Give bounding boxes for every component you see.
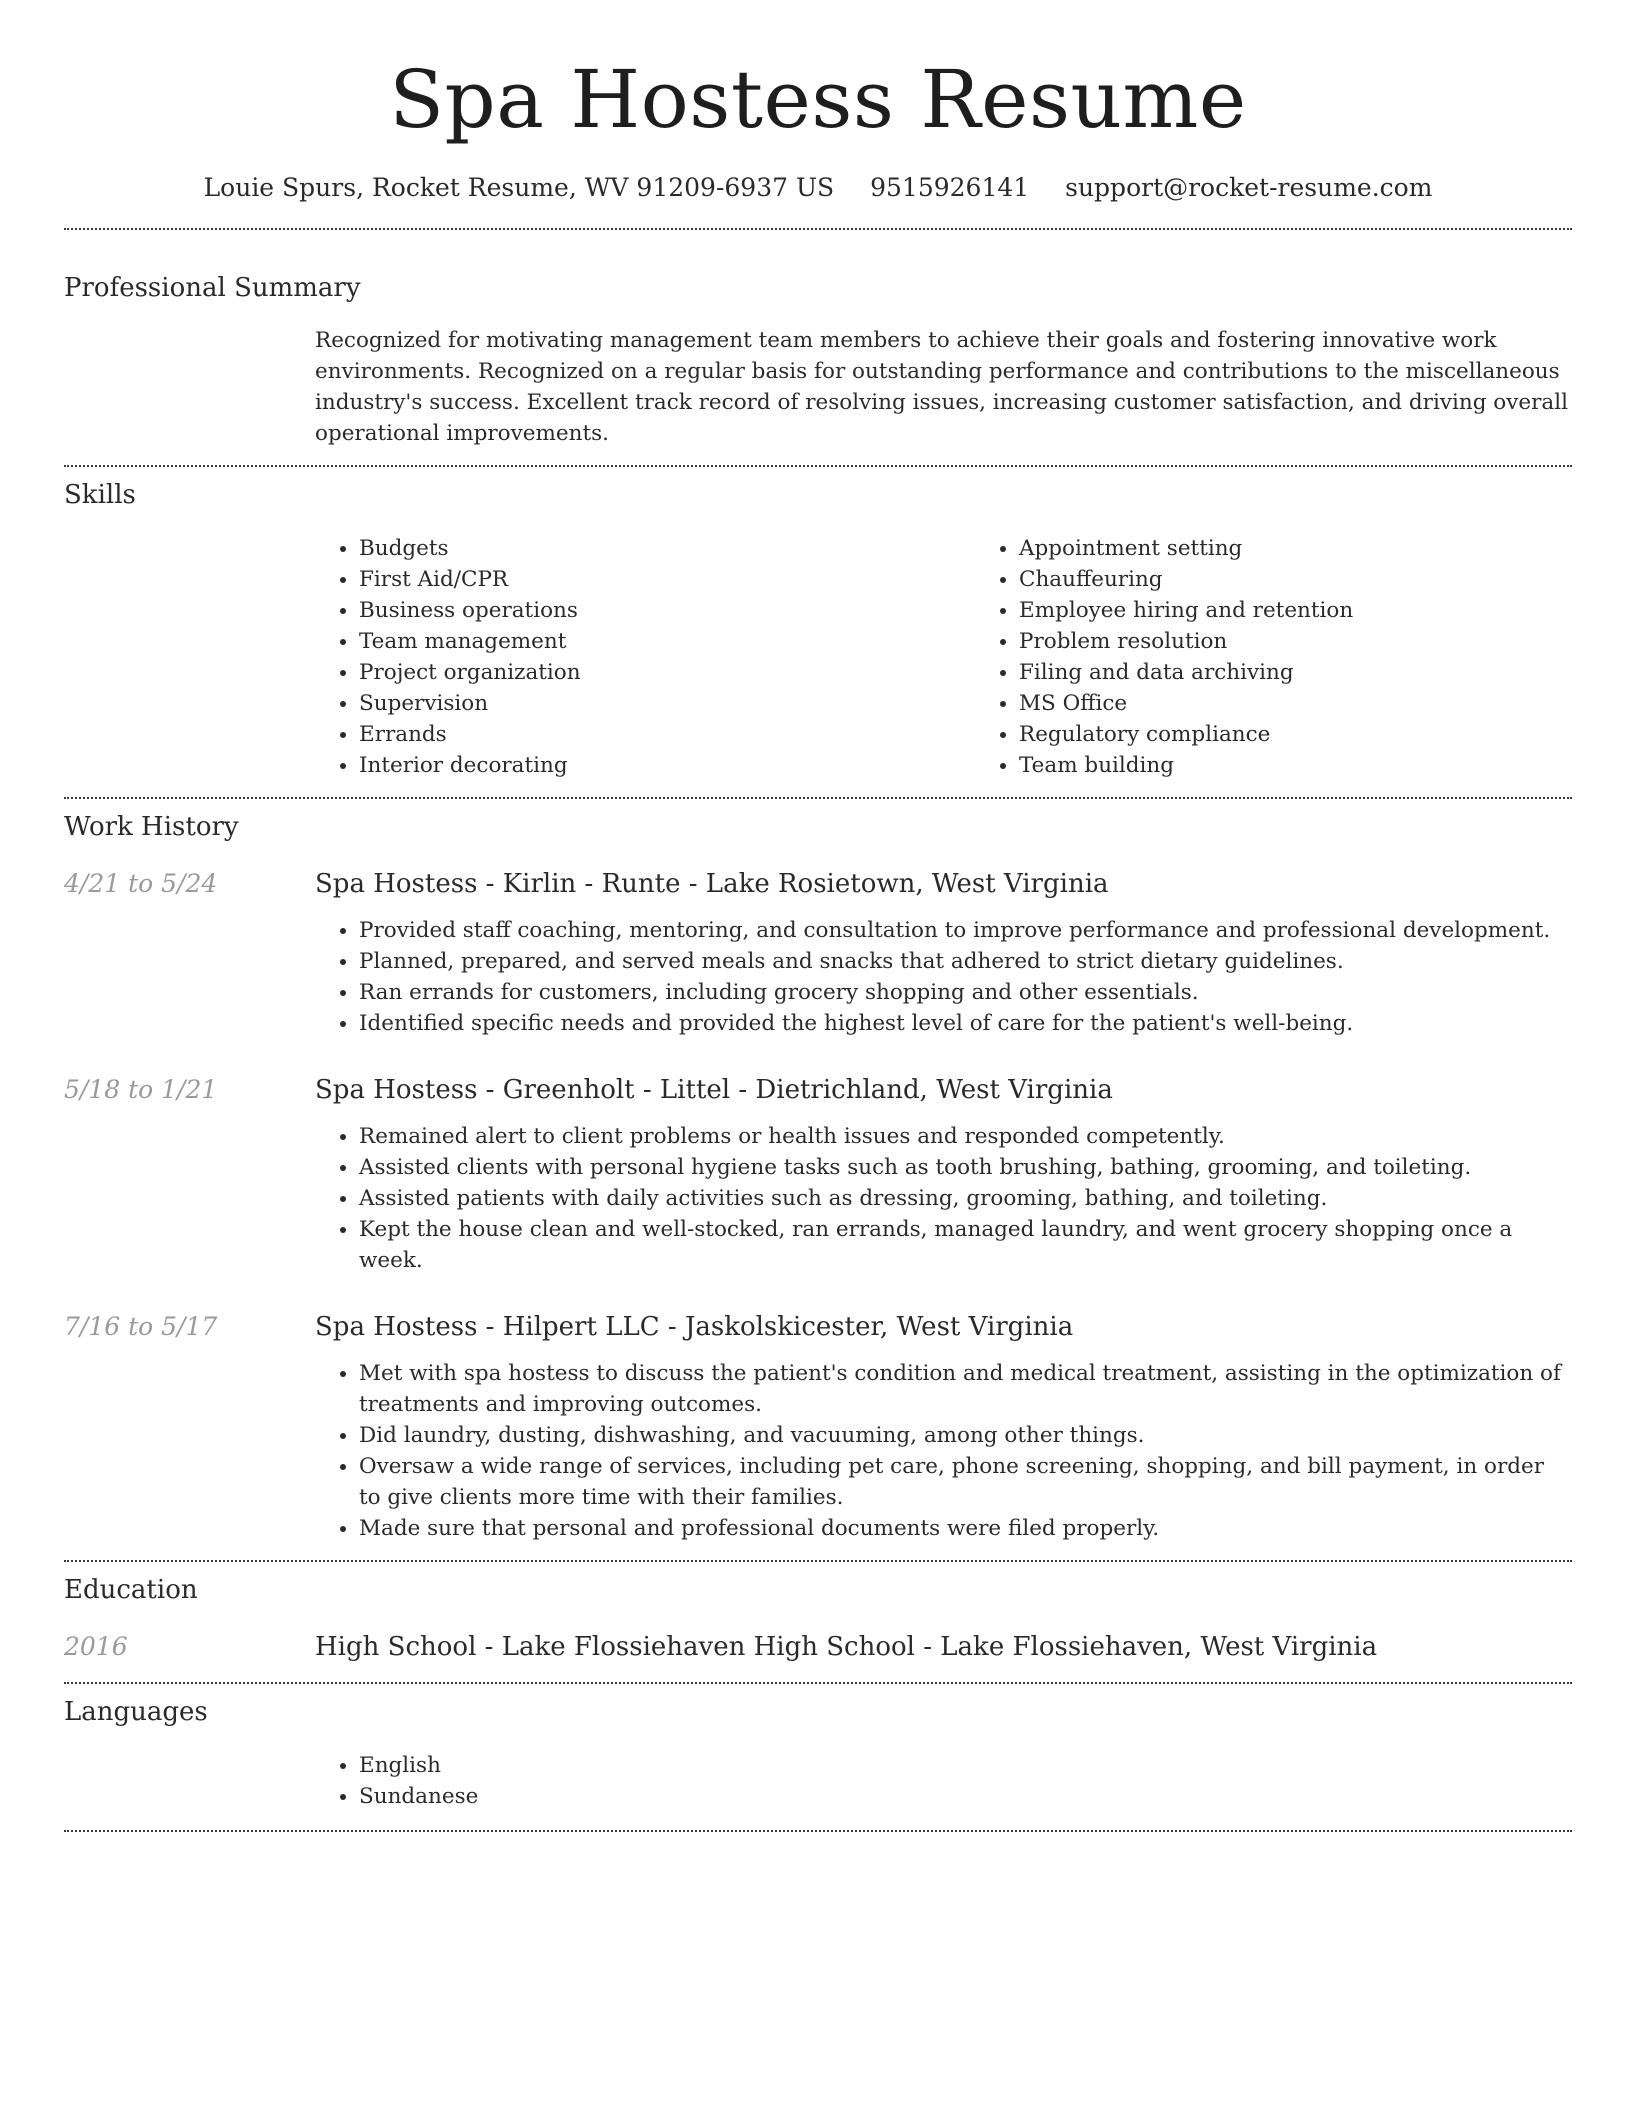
skills-list-left <box>315 533 975 781</box>
job-bullets <box>315 1121 1572 1276</box>
job-details <box>315 1073 1572 1276</box>
skills-row <box>64 533 1572 781</box>
languages-row <box>64 1750 1572 1812</box>
languages-left-spacer <box>64 1750 315 1812</box>
contact-phone: 9515926141 <box>870 173 1030 202</box>
job-date: 5/18 to 1/21 <box>64 1075 218 1104</box>
summary-left-spacer <box>64 325 315 449</box>
summary-section <box>64 270 1572 449</box>
summary-row <box>64 325 1572 449</box>
language-item: • English <box>359 1750 1572 1781</box>
section-divider <box>64 465 1572 467</box>
skills-columns <box>315 533 1632 781</box>
job-title: Spa Hostess - Hilpert LLC - Jaskolskicester, West Virginia <box>315 1312 1074 1342</box>
job-details <box>315 1310 1572 1544</box>
skill-item: • Filing and data archiving <box>1019 657 1632 688</box>
summary-text: Recognized for motivating management team members to achieve their goals and fostering innovative work environments. Recognized on a regular basis for outstanding performance and contributions to the miscellaneous industry's success. Excellent track record of resolving issues, increasing customer satisfaction, and driving overall operational improvements. <box>315 328 1568 446</box>
section-divider <box>64 228 1572 230</box>
skill-item: • Team management <box>359 626 975 657</box>
work-section <box>64 809 1572 1544</box>
skill-item: • Interior decorating <box>359 750 975 781</box>
job-bullet: • Kept the house clean and well-stocked, ran errands, managed laundry, and went grocery shopping once a week. <box>359 1214 1572 1276</box>
job-bullet: • Did laundry, dusting, dishwashing, and vacuuming, among other things. <box>359 1420 1572 1451</box>
job-entry <box>64 1310 1572 1544</box>
skill-item: • Team building <box>1019 750 1632 781</box>
section-divider <box>64 1560 1572 1562</box>
job-title: Spa Hostess - Kirlin - Runte - Lake Rosietown, West Virginia <box>315 869 1109 899</box>
languages-section <box>64 1694 1572 1812</box>
skill-item: • Project organization <box>359 657 975 688</box>
education-entry <box>64 1630 1572 1664</box>
skills-section <box>64 477 1572 781</box>
education-section <box>64 1572 1572 1664</box>
job-date: 4/21 to 5/24 <box>64 869 218 898</box>
job-bullet: • Met with spa hostess to discuss the patient's condition and medical treatment, assisting in the optimization of treatments and improving outcomes. <box>359 1358 1572 1420</box>
language-item: • Sundanese <box>359 1781 1572 1812</box>
languages-details <box>315 1750 1572 1812</box>
skill-item: • Budgets <box>359 533 975 564</box>
job-details <box>315 867 1572 1039</box>
languages-list <box>315 1750 1572 1812</box>
skill-item: • Chauffeuring <box>1019 564 1632 595</box>
skill-item: • Regulatory compliance <box>1019 719 1632 750</box>
skill-item: • First Aid/CPR <box>359 564 975 595</box>
job-bullet: • Oversaw a wide range of services, including pet care, phone screening, shopping, and bill payment, in order to give clients more time with their families. <box>359 1451 1572 1513</box>
resume-page <box>64 0 1572 1832</box>
job-bullet: • Identified specific needs and provided the highest level of care for the patient's well-being. <box>359 1008 1572 1039</box>
job-bullets <box>315 915 1572 1039</box>
education-title: High School - Lake Flossiehaven High School - Lake Flossiehaven, West Virginia <box>315 1632 1378 1662</box>
section-divider <box>64 1682 1572 1684</box>
skill-item: • Problem resolution <box>1019 626 1632 657</box>
skills-left-spacer <box>64 533 315 781</box>
skill-item: • Employee hiring and retention <box>1019 595 1632 626</box>
job-bullets <box>315 1358 1572 1544</box>
job-bullet: • Remained alert to client problems or health issues and responded competently. <box>359 1121 1572 1152</box>
contact-address: Louie Spurs, Rocket Resume, WV 91209-6937 US <box>203 173 835 202</box>
languages-heading: Languages <box>64 1697 208 1727</box>
job-bullet: • Assisted patients with daily activities such as dressing, grooming, bathing, and toileting. <box>359 1183 1572 1214</box>
skills-heading: Skills <box>64 480 136 510</box>
skill-item: • Appointment setting <box>1019 533 1632 564</box>
skill-item: • Business operations <box>359 595 975 626</box>
job-bullet: • Assisted clients with personal hygiene tasks such as tooth brushing, bathing, grooming, and toileting. <box>359 1152 1572 1183</box>
job-bullet: • Ran errands for customers, including grocery shopping and other essentials. <box>359 977 1572 1008</box>
summary-heading: Professional Summary <box>64 273 361 303</box>
job-entry <box>64 1073 1572 1276</box>
education-date: 2016 <box>64 1632 128 1661</box>
job-entry <box>64 867 1572 1039</box>
skill-item: • Errands <box>359 719 975 750</box>
contact-email: support@rocket-resume.com <box>1065 173 1433 202</box>
contact-line <box>64 170 1572 206</box>
work-heading: Work History <box>64 812 239 842</box>
skills-list-right <box>975 533 1632 781</box>
job-bullet: • Planned, prepared, and served meals and snacks that adhered to strict dietary guidelines. <box>359 946 1572 977</box>
job-bullet: • Provided staff coaching, mentoring, and consultation to improve performance and professional development. <box>359 915 1572 946</box>
skill-item: • MS Office <box>1019 688 1632 719</box>
job-title: Spa Hostess - Greenholt - Littel - Dietrichland, West Virginia <box>315 1075 1113 1105</box>
job-bullet: • Made sure that personal and professional documents were filed properly. <box>359 1513 1572 1544</box>
education-heading: Education <box>64 1575 198 1605</box>
section-divider <box>64 1830 1572 1832</box>
resume-title: Spa Hostess Resume <box>389 53 1247 146</box>
section-divider <box>64 797 1572 799</box>
skill-item: • Supervision <box>359 688 975 719</box>
job-date: 7/16 to 5/17 <box>64 1312 218 1341</box>
